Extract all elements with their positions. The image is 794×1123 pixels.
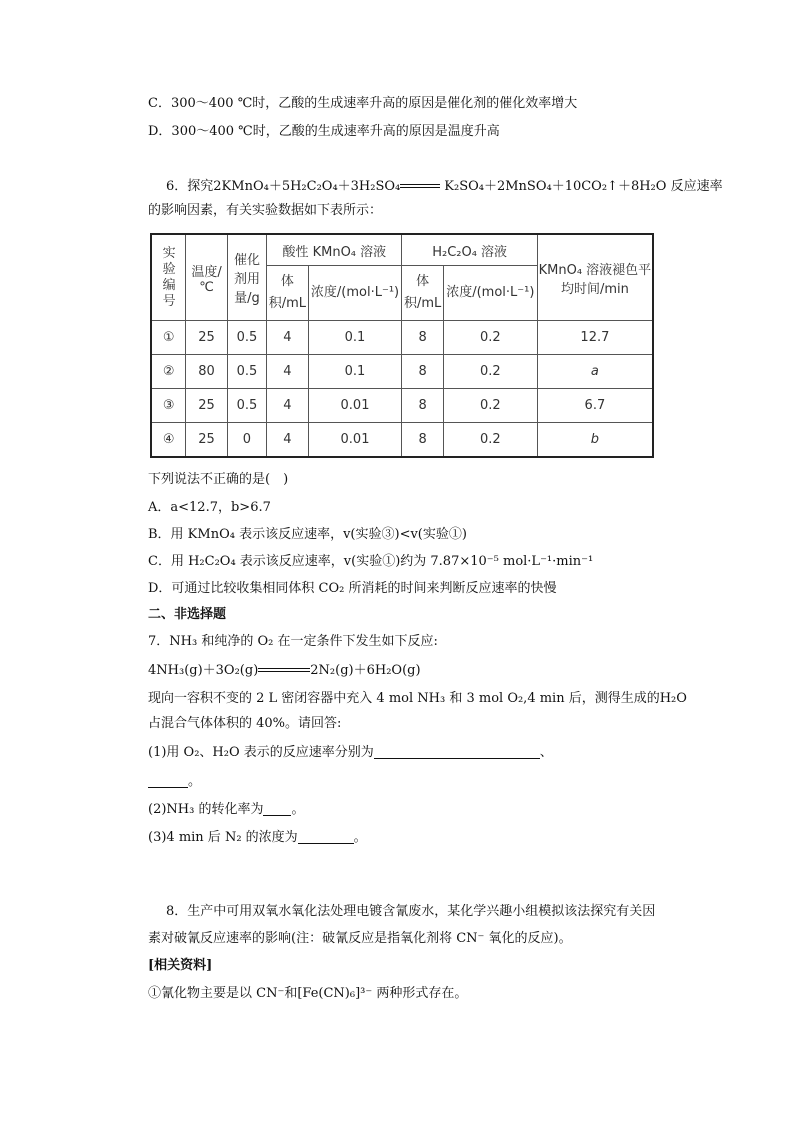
answer-blank[interactable] [148,773,188,788]
cell: 0.2 [443,389,537,423]
q6-stem [166,177,723,197]
cell: 8 [402,355,443,389]
q7-q1-cont [148,772,201,792]
q8-line1: 8．生产中可用双氧水氧化法处理电镀含氰废水，某化学兴趣小组模拟该法探究有关因 [166,904,656,919]
option-d-prev: D．300～400 ℃时，乙酸的生成速率升高的原因是温度升高 [148,124,500,139]
cell: a [537,355,653,389]
th-time: KMnO₄ 溶液褪色平均时间/min [537,234,653,321]
cell: 25 [186,321,227,355]
th-h2c2o4-conc: 浓度/(mol·L⁻¹) [443,266,537,321]
answer-blank[interactable] [298,829,354,844]
q7-line3: 现向一容积不变的 2 L 密闭容器中充入 4 mol NH₃ 和 3 mol O₂,4 min 后，测得生成的H₂O [148,691,687,706]
option-c-prev: C．300～400 ℃时，乙酸的生成速率升高的原因是催化剂的催化效率增大 [148,96,578,111]
q6-stem-tail: 反应速率 [670,179,723,194]
q7-equation [148,661,421,681]
q6-question: 下列说法不正确的是( ) [148,472,289,487]
cell: 0.2 [443,355,537,389]
q7-line4: 占混合气体体积的 40%。请回答: [148,716,342,731]
cell: 0.01 [308,389,402,423]
q6-option-b: B．用 KMnO₄ 表示该反应速率，v(实验③)<v(实验①) [148,527,467,542]
cell: 25 [186,423,227,458]
cell: 6.7 [537,389,653,423]
q7-q1-text: (1)用 O₂、H₂O 表示的反应速率分别为 [148,745,374,760]
answer-blank[interactable] [374,744,540,759]
answer-blank[interactable] [263,801,291,816]
cell: 0.2 [443,321,537,355]
q7-q3-text: (3)4 min 后 N₂ 的浓度为 [148,830,298,845]
th-kmno4-conc: 浓度/(mol·L⁻¹) [308,266,402,321]
table-row [151,423,653,458]
cell: 0.5 [227,355,266,389]
th-h2c2o4: H₂C₂O₄ 溶液 [402,234,537,266]
q6-number: 6．探究 [166,179,214,194]
th-kmno4-vol: 体积/mL [267,266,308,321]
experiment-table [150,233,654,458]
section-title: 二、非选择题 [148,607,227,622]
q6-eq-right: K₂SO₄＋2MnSO₄＋10CO₂↑＋8H₂O [444,179,667,194]
th-h2c2o4-vol: 体积/mL [402,266,443,321]
cell: 80 [186,355,227,389]
cell: 4 [267,355,308,389]
q7-eq-left: 4NH₃(g)＋3O₂(g) [148,663,259,678]
th-kmno4: 酸性 KMnO₄ 溶液 [267,234,402,266]
q6-option-c: C．用 H₂C₂O₄ 表示该反应速率，v(实验①)约为 7.87×10⁻⁵ mol·L⁻¹·min⁻¹ [148,554,594,569]
cell: ④ [151,423,186,458]
cell: 0.1 [308,321,402,355]
table-row [151,389,653,423]
cell: 25 [186,389,227,423]
cell: 4 [267,389,308,423]
cell: 0.01 [308,423,402,458]
q7-q3 [148,828,367,848]
cell: 12.7 [537,321,653,355]
q8-reference: [相关资料] [148,958,213,973]
q7-q1-sep: 、 [539,745,553,760]
q7-q2 [148,800,305,820]
q8-line2: 素对破氰反应速率的影响(注：破氰反应是指氧化剂将 CN⁻ 氧化的反应)。 [148,931,572,946]
cell: 0.5 [227,389,266,423]
q7-q3-end: 。 [353,830,367,845]
cell: 4 [267,321,308,355]
q7-q2-end: 。 [291,802,305,817]
q7-q1-end: 。 [188,774,202,789]
q8-item1: ①氰化物主要是以 CN⁻和[Fe(CN)₆]³⁻ 两种形式存在。 [148,986,468,1001]
q6-eq-left: 2KMnO₄＋5H₂C₂O₄＋3H₂SO₄ [213,179,401,194]
reversible-arrow-icon [258,666,310,676]
table-row [151,355,653,389]
table-row [151,321,653,355]
cell: 0.5 [227,321,266,355]
cell: 0 [227,423,266,458]
q6-option-a: A．a<12.7，b>6.7 [148,500,271,515]
cell: ③ [151,389,186,423]
q6-stem-line2: 的影响因素，有关实验数据如下表所示： [148,203,383,218]
cell: 8 [402,389,443,423]
th-cat: 催化剂用量/g [227,234,266,321]
th-temp: 温度/℃ [186,234,227,321]
cell: ② [151,355,186,389]
th-exp: 实验编号 [151,234,186,321]
cell: 8 [402,423,443,458]
cell: 0.1 [308,355,402,389]
cell: ① [151,321,186,355]
q6-option-d: D．可通过比较收集相同体积 CO₂ 所消耗的时间来判断反应速率的快慢 [148,581,557,596]
equals-arrow-icon [400,182,444,192]
cell: 8 [402,321,443,355]
cell: b [537,423,653,458]
q7-q2-text: (2)NH₃ 的转化率为 [148,802,264,817]
q7-q1 [148,743,553,763]
cell: 4 [267,423,308,458]
cell: 0.2 [443,423,537,458]
q7-stem: 7．NH₃ 和纯净的 O₂ 在一定条件下发生如下反应: [148,634,438,649]
q7-eq-right: 2N₂(g)＋6H₂O(g) [310,663,421,678]
